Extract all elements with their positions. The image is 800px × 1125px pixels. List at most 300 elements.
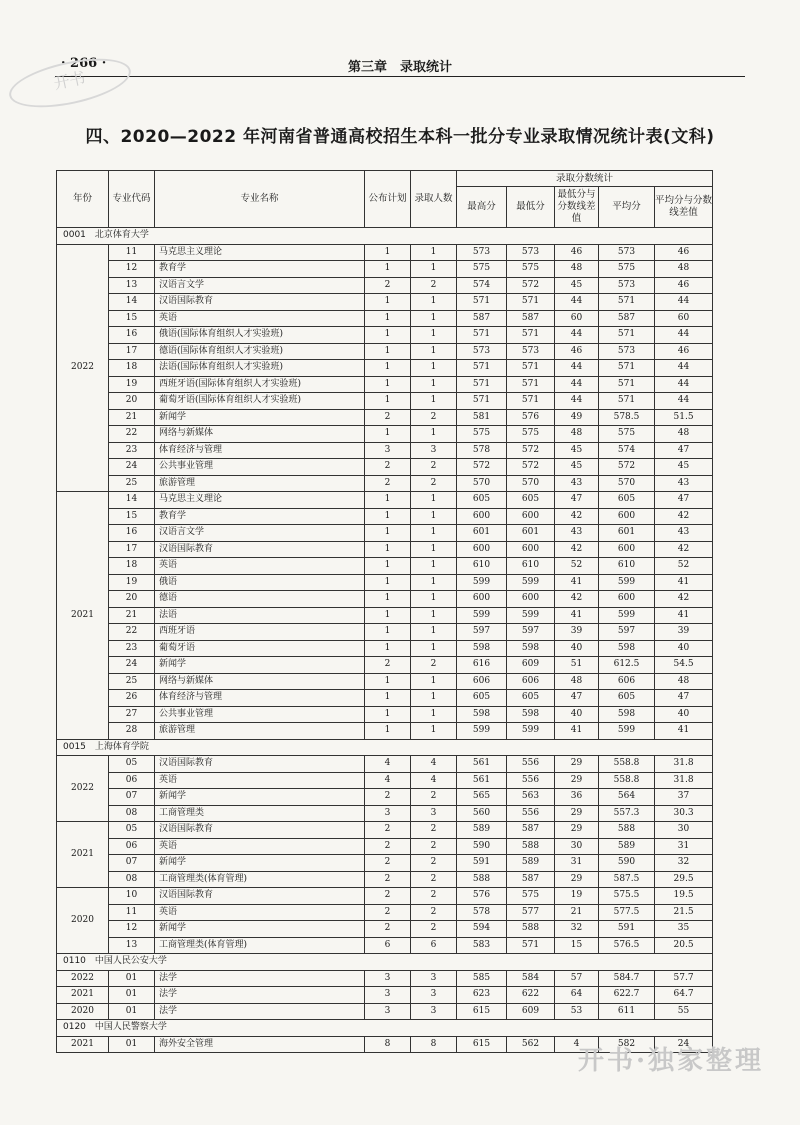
min-cell: 601 <box>507 525 555 542</box>
major-name-cell: 工商管理类 <box>155 805 365 822</box>
min-cell: 570 <box>507 475 555 492</box>
table-row <box>57 657 713 674</box>
min-diff-cell: 29 <box>555 805 599 822</box>
min-diff-cell: 45 <box>555 459 599 476</box>
min-diff-cell: 44 <box>555 294 599 311</box>
min-diff-cell: 44 <box>555 327 599 344</box>
min-diff-cell: 44 <box>555 376 599 393</box>
avg-cell: 599 <box>599 574 655 591</box>
table-row <box>57 706 713 723</box>
admitted-cell: 2 <box>411 789 457 806</box>
code-cell: 13 <box>109 277 155 294</box>
table-row <box>57 723 713 740</box>
table-row <box>57 921 713 938</box>
max-cell: 572 <box>457 459 507 476</box>
min-diff-cell: 43 <box>555 525 599 542</box>
institution-name: 0110 中国人民公安大学 <box>57 954 713 971</box>
plan-cell: 4 <box>365 772 411 789</box>
avg-diff-cell: 48 <box>655 261 713 278</box>
min-cell: 597 <box>507 624 555 641</box>
table-row <box>57 261 713 278</box>
min-diff-cell: 52 <box>555 558 599 575</box>
min-diff-cell: 57 <box>555 970 599 987</box>
institution-row <box>57 739 713 756</box>
avg-diff-cell: 41 <box>655 574 713 591</box>
plan-cell: 1 <box>365 492 411 509</box>
avg-diff-cell: 21.5 <box>655 904 713 921</box>
avg-diff-cell: 44 <box>655 360 713 377</box>
major-name-cell: 旅游管理 <box>155 723 365 740</box>
avg-cell: 571 <box>599 327 655 344</box>
code-cell: 11 <box>109 244 155 261</box>
avg-diff-cell: 48 <box>655 426 713 443</box>
major-name-cell: 教育学 <box>155 261 365 278</box>
admitted-cell: 6 <box>411 937 457 954</box>
col-code: 专业代码 <box>109 171 155 228</box>
page-header <box>55 52 745 77</box>
year-cell: 2022 <box>57 244 109 492</box>
table-row <box>57 459 713 476</box>
admitted-cell: 2 <box>411 921 457 938</box>
major-name-cell: 英语 <box>155 310 365 327</box>
plan-cell: 2 <box>365 838 411 855</box>
avg-cell: 598 <box>599 706 655 723</box>
table-row <box>57 970 713 987</box>
min-cell: 605 <box>507 690 555 707</box>
code-cell: 01 <box>109 1003 155 1020</box>
plan-cell: 1 <box>365 607 411 624</box>
code-cell: 10 <box>109 888 155 905</box>
avg-diff-cell: 42 <box>655 541 713 558</box>
avg-cell: 588 <box>599 822 655 839</box>
avg-cell: 611 <box>599 1003 655 1020</box>
max-cell: 570 <box>457 475 507 492</box>
table-body <box>57 228 713 1053</box>
table-row <box>57 987 713 1004</box>
admitted-cell: 1 <box>411 294 457 311</box>
min-cell: 571 <box>507 360 555 377</box>
avg-diff-cell: 40 <box>655 640 713 657</box>
admitted-cell: 1 <box>411 591 457 608</box>
admitted-cell: 1 <box>411 492 457 509</box>
plan-cell: 1 <box>365 525 411 542</box>
code-cell: 07 <box>109 855 155 872</box>
code-cell: 18 <box>109 558 155 575</box>
avg-diff-cell: 46 <box>655 244 713 261</box>
max-cell: 571 <box>457 393 507 410</box>
admitted-cell: 8 <box>411 1036 457 1053</box>
plan-cell: 1 <box>365 723 411 740</box>
chapter-title: 第三章 录取统计 <box>347 60 452 75</box>
min-diff-cell: 29 <box>555 772 599 789</box>
table-row <box>57 376 713 393</box>
plan-cell: 3 <box>365 805 411 822</box>
plan-cell: 3 <box>365 442 411 459</box>
admitted-cell: 2 <box>411 475 457 492</box>
admitted-cell: 1 <box>411 244 457 261</box>
max-cell: 599 <box>457 574 507 591</box>
code-cell: 01 <box>109 970 155 987</box>
plan-cell: 1 <box>365 294 411 311</box>
code-cell: 19 <box>109 574 155 591</box>
table-row <box>57 442 713 459</box>
max-cell: 600 <box>457 508 507 525</box>
min-diff-cell: 41 <box>555 723 599 740</box>
table-row <box>57 1003 713 1020</box>
table-row <box>57 789 713 806</box>
max-cell: 561 <box>457 756 507 773</box>
plan-cell: 2 <box>365 822 411 839</box>
table-row <box>57 624 713 641</box>
avg-diff-cell: 45 <box>655 459 713 476</box>
code-cell: 18 <box>109 360 155 377</box>
year-cell: 2022 <box>57 756 109 822</box>
avg-cell: 584.7 <box>599 970 655 987</box>
table-row <box>57 805 713 822</box>
admitted-cell: 1 <box>411 261 457 278</box>
min-cell: 556 <box>507 805 555 822</box>
table-row <box>57 772 713 789</box>
min-diff-cell: 47 <box>555 690 599 707</box>
plan-cell: 1 <box>365 426 411 443</box>
min-cell: 562 <box>507 1036 555 1053</box>
plan-cell: 1 <box>365 673 411 690</box>
table-row <box>57 673 713 690</box>
max-cell: 589 <box>457 822 507 839</box>
min-diff-cell: 45 <box>555 277 599 294</box>
min-cell: 587 <box>507 310 555 327</box>
table-row <box>57 888 713 905</box>
code-cell: 14 <box>109 294 155 311</box>
avg-diff-cell: 30 <box>655 822 713 839</box>
avg-cell: 573 <box>599 244 655 261</box>
min-cell: 571 <box>507 376 555 393</box>
admitted-cell: 1 <box>411 508 457 525</box>
avg-cell: 598 <box>599 640 655 657</box>
page-title: 四、2020—2022 年河南省普通高校招生本科一批分专业录取情况统计表(文科) <box>85 127 715 147</box>
admitted-cell: 1 <box>411 525 457 542</box>
avg-diff-cell: 19.5 <box>655 888 713 905</box>
max-cell: 615 <box>457 1036 507 1053</box>
avg-diff-cell: 54.5 <box>655 657 713 674</box>
major-name-cell: 汉语国际教育 <box>155 756 365 773</box>
col-min: 最低分 <box>507 187 555 228</box>
avg-cell: 599 <box>599 723 655 740</box>
min-cell: 571 <box>507 393 555 410</box>
avg-cell: 590 <box>599 855 655 872</box>
plan-cell: 1 <box>365 541 411 558</box>
table-row <box>57 855 713 872</box>
major-name-cell: 旅游管理 <box>155 475 365 492</box>
min-diff-cell: 46 <box>555 244 599 261</box>
min-diff-cell: 42 <box>555 508 599 525</box>
major-name-cell: 法学 <box>155 970 365 987</box>
major-name-cell: 汉语言文学 <box>155 525 365 542</box>
year-cell: 2021 <box>57 1036 109 1053</box>
max-cell: 616 <box>457 657 507 674</box>
major-name-cell: 网络与新媒体 <box>155 426 365 443</box>
avg-cell: 582 <box>599 1036 655 1053</box>
admission-table <box>56 170 713 1053</box>
plan-cell: 2 <box>365 277 411 294</box>
min-diff-cell: 44 <box>555 393 599 410</box>
code-cell: 27 <box>109 706 155 723</box>
max-cell: 597 <box>457 624 507 641</box>
max-cell: 623 <box>457 987 507 1004</box>
major-name-cell: 汉语国际教育 <box>155 541 365 558</box>
avg-cell: 558.8 <box>599 772 655 789</box>
avg-cell: 575 <box>599 426 655 443</box>
avg-diff-cell: 32 <box>655 855 713 872</box>
avg-cell: 570 <box>599 475 655 492</box>
major-name-cell: 英语 <box>155 838 365 855</box>
min-cell: 599 <box>507 607 555 624</box>
avg-cell: 573 <box>599 343 655 360</box>
max-cell: 591 <box>457 855 507 872</box>
max-cell: 574 <box>457 277 507 294</box>
max-cell: 581 <box>457 409 507 426</box>
plan-cell: 3 <box>365 987 411 1004</box>
code-cell: 14 <box>109 492 155 509</box>
avg-diff-cell: 55 <box>655 1003 713 1020</box>
avg-cell: 571 <box>599 294 655 311</box>
min-cell: 572 <box>507 277 555 294</box>
min-diff-cell: 64 <box>555 987 599 1004</box>
admitted-cell: 3 <box>411 987 457 1004</box>
code-cell: 12 <box>109 921 155 938</box>
avg-diff-cell: 31.8 <box>655 772 713 789</box>
min-diff-cell: 44 <box>555 360 599 377</box>
min-diff-cell: 60 <box>555 310 599 327</box>
code-cell: 25 <box>109 673 155 690</box>
institution-row <box>57 954 713 971</box>
major-name-cell: 西班牙语 <box>155 624 365 641</box>
major-name-cell: 网络与新媒体 <box>155 673 365 690</box>
min-cell: 577 <box>507 904 555 921</box>
min-cell: 599 <box>507 723 555 740</box>
code-cell: 08 <box>109 871 155 888</box>
avg-cell: 571 <box>599 360 655 377</box>
max-cell: 565 <box>457 789 507 806</box>
avg-diff-cell: 48 <box>655 673 713 690</box>
admission-table-container <box>56 170 712 1053</box>
code-cell: 20 <box>109 393 155 410</box>
max-cell: 571 <box>457 376 507 393</box>
max-cell: 583 <box>457 937 507 954</box>
table-row <box>57 690 713 707</box>
min-diff-cell: 15 <box>555 937 599 954</box>
min-cell: 609 <box>507 1003 555 1020</box>
major-name-cell: 体育经济与管理 <box>155 442 365 459</box>
code-cell: 26 <box>109 690 155 707</box>
avg-cell: 578.5 <box>599 409 655 426</box>
plan-cell: 1 <box>365 310 411 327</box>
plan-cell: 1 <box>365 640 411 657</box>
max-cell: 590 <box>457 838 507 855</box>
max-cell: 615 <box>457 1003 507 1020</box>
institution-name: 0001 北京体育大学 <box>57 228 713 245</box>
major-name-cell: 法语 <box>155 607 365 624</box>
admitted-cell: 1 <box>411 624 457 641</box>
col-plan: 公布计划 <box>365 171 411 228</box>
major-name-cell: 德语(国际体育组织人才实验班) <box>155 343 365 360</box>
max-cell: 575 <box>457 426 507 443</box>
plan-cell: 2 <box>365 409 411 426</box>
admitted-cell: 1 <box>411 723 457 740</box>
max-cell: 578 <box>457 442 507 459</box>
min-cell: 589 <box>507 855 555 872</box>
max-cell: 571 <box>457 360 507 377</box>
avg-diff-cell: 37 <box>655 789 713 806</box>
avg-diff-cell: 47 <box>655 442 713 459</box>
max-cell: 599 <box>457 607 507 624</box>
min-diff-cell: 29 <box>555 756 599 773</box>
code-cell: 15 <box>109 508 155 525</box>
max-cell: 576 <box>457 888 507 905</box>
plan-cell: 3 <box>365 970 411 987</box>
avg-cell: 558.8 <box>599 756 655 773</box>
major-name-cell: 工商管理类(体育管理) <box>155 871 365 888</box>
max-cell: 610 <box>457 558 507 575</box>
table-row <box>57 904 713 921</box>
plan-cell: 1 <box>365 244 411 261</box>
major-name-cell: 工商管理类(体育管理) <box>155 937 365 954</box>
plan-cell: 6 <box>365 937 411 954</box>
code-cell: 19 <box>109 376 155 393</box>
min-cell: 584 <box>507 970 555 987</box>
table-row <box>57 508 713 525</box>
avg-diff-cell: 44 <box>655 376 713 393</box>
avg-diff-cell: 44 <box>655 393 713 410</box>
avg-cell: 597 <box>599 624 655 641</box>
code-cell: 13 <box>109 937 155 954</box>
plan-cell: 2 <box>365 459 411 476</box>
min-cell: 587 <box>507 871 555 888</box>
admitted-cell: 2 <box>411 459 457 476</box>
min-cell: 572 <box>507 442 555 459</box>
min-diff-cell: 29 <box>555 871 599 888</box>
min-diff-cell: 53 <box>555 1003 599 1020</box>
admitted-cell: 2 <box>411 888 457 905</box>
code-cell: 05 <box>109 822 155 839</box>
major-name-cell: 俄语 <box>155 574 365 591</box>
table-row <box>57 838 713 855</box>
col-admitted: 录取人数 <box>411 171 457 228</box>
col-min-diff: 最低分与分数线差值 <box>555 187 599 228</box>
max-cell: 585 <box>457 970 507 987</box>
avg-diff-cell: 42 <box>655 508 713 525</box>
admitted-cell: 1 <box>411 574 457 591</box>
plan-cell: 1 <box>365 360 411 377</box>
plan-cell: 1 <box>365 690 411 707</box>
min-diff-cell: 30 <box>555 838 599 855</box>
year-cell: 2020 <box>57 1003 109 1020</box>
min-cell: 600 <box>507 591 555 608</box>
max-cell: 560 <box>457 805 507 822</box>
min-diff-cell: 39 <box>555 624 599 641</box>
min-diff-cell: 51 <box>555 657 599 674</box>
major-name-cell: 新闻学 <box>155 789 365 806</box>
plan-cell: 1 <box>365 624 411 641</box>
min-cell: 599 <box>507 574 555 591</box>
min-diff-cell: 40 <box>555 640 599 657</box>
code-cell: 21 <box>109 607 155 624</box>
admitted-cell: 1 <box>411 310 457 327</box>
plan-cell: 2 <box>365 789 411 806</box>
admitted-cell: 1 <box>411 360 457 377</box>
year-cell: 2020 <box>57 888 109 954</box>
code-cell: 12 <box>109 261 155 278</box>
code-cell: 01 <box>109 987 155 1004</box>
table-row <box>57 277 713 294</box>
avg-cell: 605 <box>599 492 655 509</box>
institution-row <box>57 228 713 245</box>
avg-diff-cell: 41 <box>655 723 713 740</box>
avg-cell: 610 <box>599 558 655 575</box>
avg-diff-cell: 35 <box>655 921 713 938</box>
avg-cell: 622.7 <box>599 987 655 1004</box>
plan-cell: 1 <box>365 591 411 608</box>
min-cell: 575 <box>507 426 555 443</box>
avg-cell: 577.5 <box>599 904 655 921</box>
code-cell: 28 <box>109 723 155 740</box>
plan-cell: 2 <box>365 888 411 905</box>
avg-cell: 591 <box>599 921 655 938</box>
min-diff-cell: 36 <box>555 789 599 806</box>
plan-cell: 2 <box>365 657 411 674</box>
min-cell: 600 <box>507 508 555 525</box>
code-cell: 21 <box>109 409 155 426</box>
min-cell: 575 <box>507 261 555 278</box>
min-cell: 571 <box>507 294 555 311</box>
avg-cell: 605 <box>599 690 655 707</box>
min-diff-cell: 19 <box>555 888 599 905</box>
avg-diff-cell: 44 <box>655 294 713 311</box>
min-diff-cell: 46 <box>555 343 599 360</box>
plan-cell: 2 <box>365 855 411 872</box>
admitted-cell: 1 <box>411 327 457 344</box>
min-cell: 610 <box>507 558 555 575</box>
major-name-cell: 汉语国际教育 <box>155 888 365 905</box>
max-cell: 588 <box>457 871 507 888</box>
table-row <box>57 327 713 344</box>
avg-diff-cell: 40 <box>655 706 713 723</box>
min-diff-cell: 41 <box>555 574 599 591</box>
avg-diff-cell: 43 <box>655 475 713 492</box>
major-name-cell: 新闻学 <box>155 409 365 426</box>
major-name-cell: 德语 <box>155 591 365 608</box>
avg-cell: 571 <box>599 376 655 393</box>
min-diff-cell: 21 <box>555 904 599 921</box>
max-cell: 606 <box>457 673 507 690</box>
major-name-cell: 海外安全管理 <box>155 1036 365 1053</box>
plan-cell: 1 <box>365 327 411 344</box>
table-row <box>57 937 713 954</box>
avg-diff-cell: 43 <box>655 525 713 542</box>
avg-diff-cell: 60 <box>655 310 713 327</box>
avg-diff-cell: 64.7 <box>655 987 713 1004</box>
min-diff-cell: 32 <box>555 921 599 938</box>
avg-diff-cell: 31.8 <box>655 756 713 773</box>
max-cell: 571 <box>457 327 507 344</box>
avg-cell: 600 <box>599 508 655 525</box>
min-cell: 588 <box>507 921 555 938</box>
code-cell: 16 <box>109 327 155 344</box>
min-cell: 571 <box>507 327 555 344</box>
plan-cell: 1 <box>365 558 411 575</box>
table-row <box>57 756 713 773</box>
avg-cell: 572 <box>599 459 655 476</box>
